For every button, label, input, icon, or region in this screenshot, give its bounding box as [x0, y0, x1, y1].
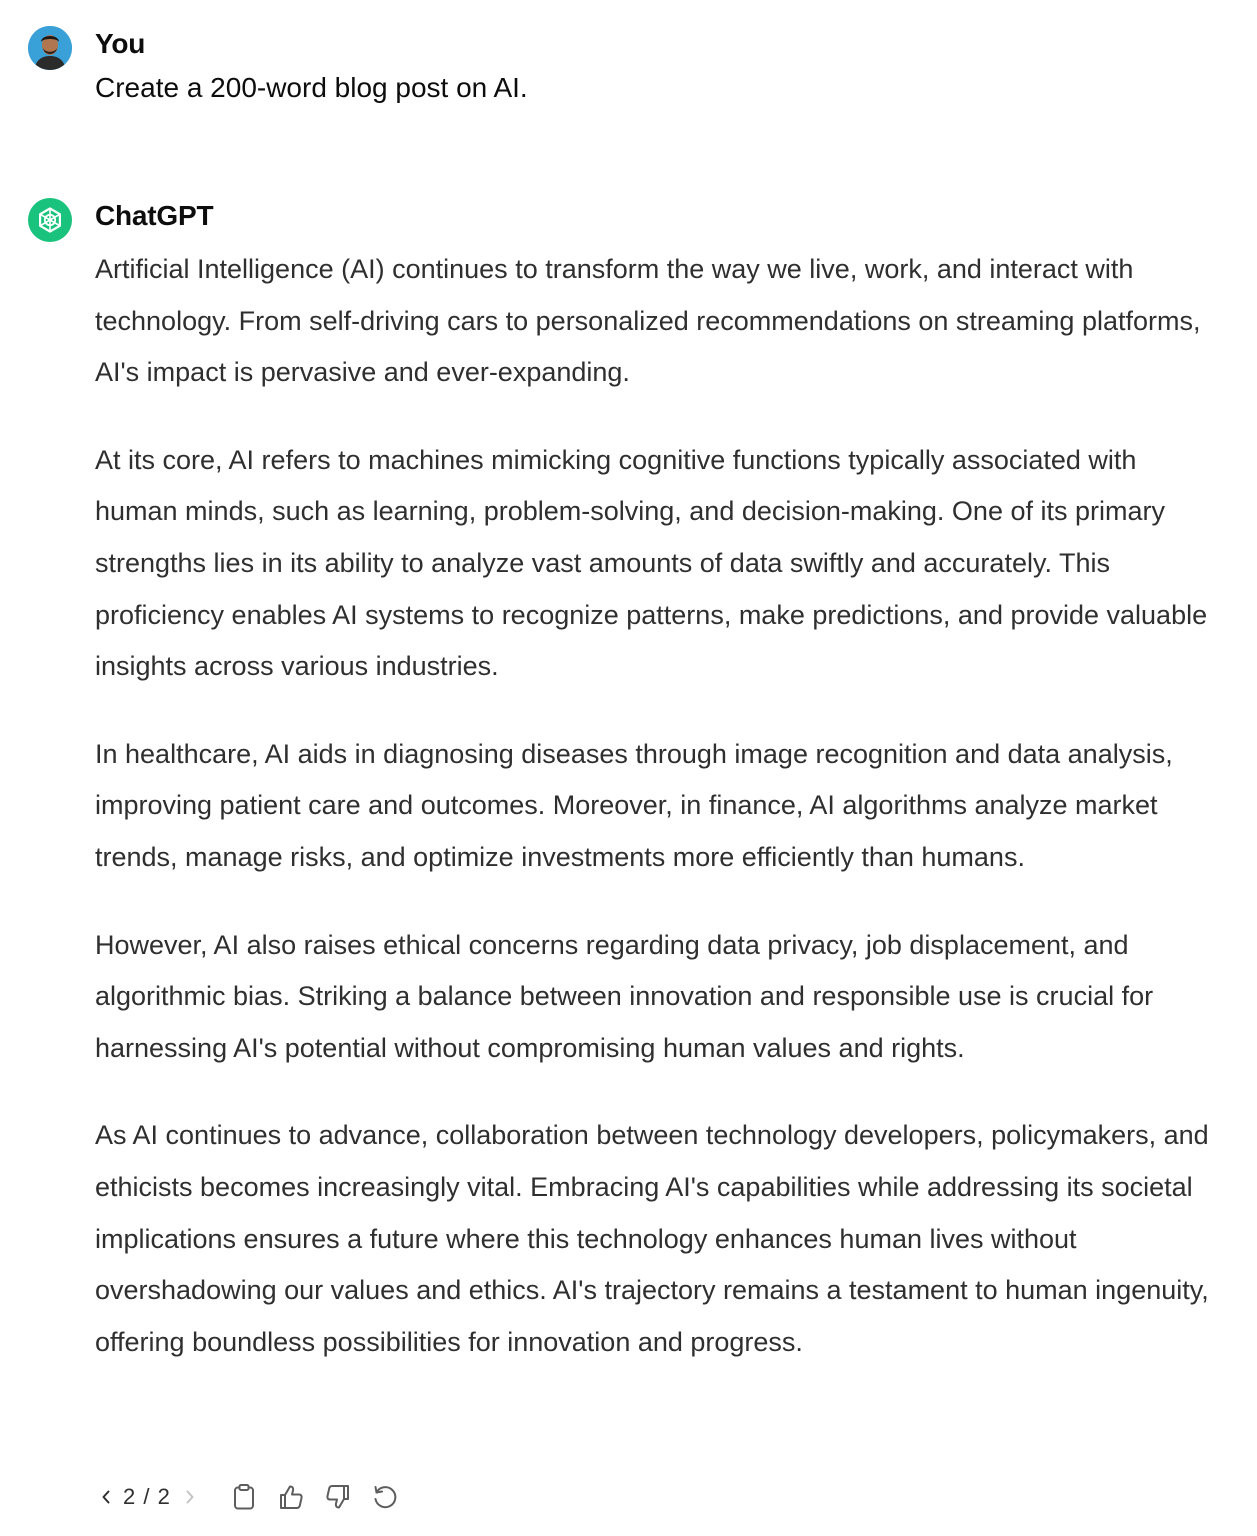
response-pager — [95, 1482, 201, 1512]
assistant-author-label: ChatGPT — [95, 200, 214, 231]
assistant-avatar — [28, 198, 72, 242]
answer-paragraph: Artificial Intelligence (AI) continues to transform the way we live, work, and interact with technology. From self-driving cars to personalized recommendations on streaming platforms, AI's impact is pervasive and ever-expanding. — [95, 254, 1201, 388]
next-response-button[interactable] — [179, 1482, 201, 1512]
answer-paragraph: At its core, AI refers to machines mimicking cognitive functions typically associated with human minds, such as learning, problem-solving, and decision-making. One of its primary strengths lies in its ability to analyze vast amounts of data swiftly and accurately. This proficiency enables AI systems to recognize patterns, make predictions, and provide valuable insights across various industries. — [95, 444, 1208, 682]
previous-response-button[interactable] — [95, 1482, 117, 1512]
answer-paragraph: As AI continues to advance, collaboration between technology developers, policymakers, and ethicists becomes increasingly vital. Embracing AI's capabilities while addressing its societal implications ensures a future where this technology enhances human lives without overshadowing our values and ethics. AI's trajectory remains a testament to human ingenuity, offering boundless possibilities for innovation and progress. — [95, 1120, 1209, 1357]
openai-logo-icon — [35, 205, 65, 235]
good-response-button[interactable] — [274, 1480, 308, 1514]
chevron-right-icon — [184, 1488, 196, 1506]
regenerate-icon — [371, 1483, 399, 1511]
user-author-label: You — [95, 28, 146, 59]
copy-button[interactable] — [227, 1480, 261, 1514]
thumbs-up-icon — [277, 1483, 305, 1511]
user-message: Create a 200-word blog post on AI. — [95, 72, 528, 103]
regenerate-button[interactable] — [368, 1480, 402, 1514]
answer-paragraph: In healthcare, AI aids in diagnosing diseases through image recognition and data analysis, improving patient care and outcomes. Moreover, in finance, AI algorithms analyze market trends, manage risks, and optimize investments more efficiently than humans. — [95, 738, 1173, 872]
pager-counter: 2 / 2 — [123, 1484, 171, 1509]
copy-icon — [231, 1483, 257, 1511]
thumbs-down-icon — [324, 1483, 352, 1511]
chevron-left-icon — [100, 1488, 112, 1506]
person-icon — [28, 26, 72, 70]
message-actions — [95, 1476, 415, 1518]
user-avatar — [28, 26, 72, 70]
bad-response-button[interactable] — [321, 1480, 355, 1514]
assistant-message — [95, 244, 1225, 1368]
answer-paragraph: However, AI also raises ethical concerns regarding data privacy, job displacement, and algorithmic bias. Striking a balance between innovation and responsible use is crucial for harnessing AI's potential without compromising human values and rights. — [95, 929, 1154, 1063]
